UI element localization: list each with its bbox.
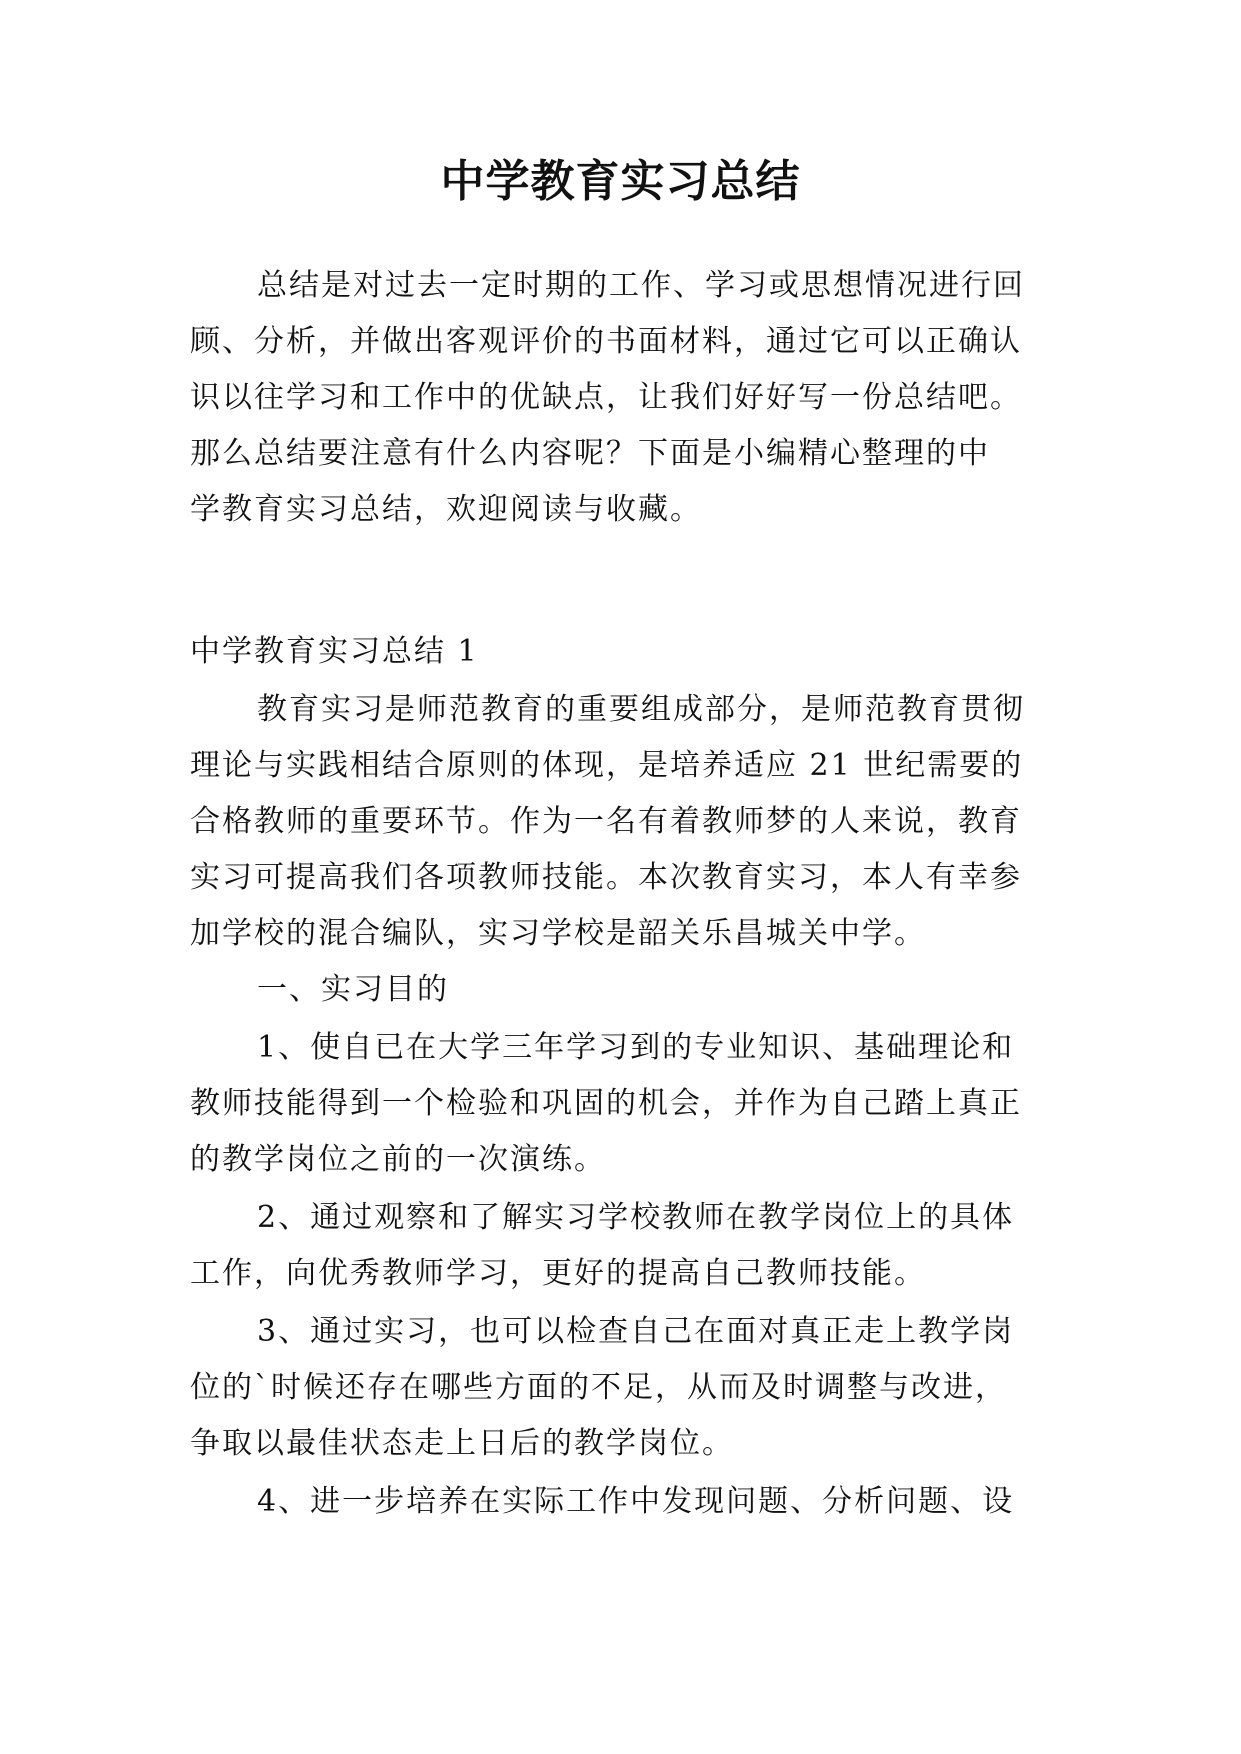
list-item-line: 教师技能得到一个检验和巩固的机会，并作为自己踏上真正 — [190, 1086, 1022, 1121]
paragraph-line: 实习可提高我们各项教师技能。本次教育实习，本人有幸参 — [190, 860, 1022, 895]
section-heading: 中学教育实习总结 1 — [190, 634, 479, 669]
list-item-line: 1、使自已在大学三年学习到的专业知识、基础理论和 — [257, 1030, 1015, 1065]
intro-line: 顾、分析，并做出客观评价的书面材料，通过它可以正确认 — [190, 324, 1022, 359]
intro-line: 那么总结要注意有什么内容呢？下面是小编精心整理的中 — [190, 436, 990, 471]
intro-line: 总结是对过去一定时期的工作、学习或思想情况进行回 — [257, 268, 1025, 303]
intro-line: 识以往学习和工作中的优缺点，让我们好好写一份总结吧。 — [190, 380, 1022, 415]
list-item-line: 工作，向优秀教师学习，更好的提高自己教师技能。 — [190, 1256, 926, 1291]
list-item-line: 争取以最佳状态走上日后的教学岗位。 — [190, 1426, 734, 1461]
document-title: 中学教育实习总结 — [440, 156, 801, 207]
intro-line: 学教育实习总结，欢迎阅读与收藏。 — [190, 492, 702, 527]
paragraph-line: 加学校的混合编队，实习学校是韶关乐昌城关中学。 — [190, 916, 926, 951]
paragraph-line: 教育实习是师范教育的重要组成部分，是师范教育贯彻 — [257, 692, 1025, 727]
list-item-line: 位的`时候还存在哪些方面的不足，从而及时调整与改进， — [190, 1370, 1007, 1405]
list-item-line: 4、进一步培养在实际工作中发现问题、分析问题、设 — [257, 1484, 1015, 1519]
paragraph-line: 理论与实践相结合原则的体现，是培养适应 21 世纪需要的 — [190, 748, 1024, 783]
subheading: 一、实习目的 — [257, 972, 449, 1007]
list-item-line: 的教学岗位之前的一次演练。 — [190, 1142, 606, 1177]
paragraph-line: 合格教师的重要环节。作为一名有着教师梦的人来说，教育 — [190, 804, 1022, 839]
list-item-line: 3、通过实习，也可以检查自己在面对真正走上教学岗 — [257, 1314, 1015, 1349]
list-item-line: 2、通过观察和了解实习学校教师在教学岗位上的具体 — [257, 1200, 1015, 1235]
